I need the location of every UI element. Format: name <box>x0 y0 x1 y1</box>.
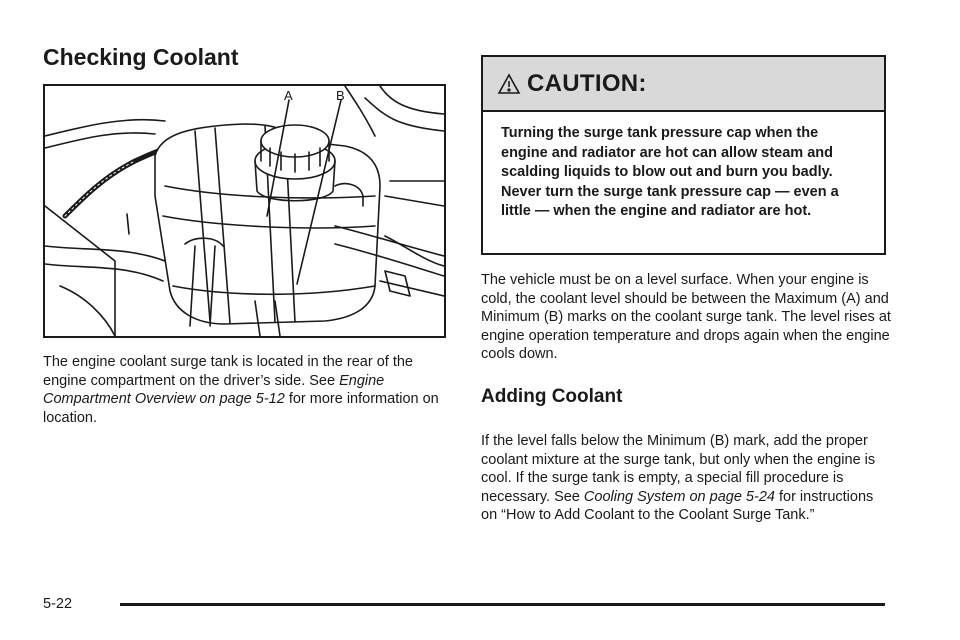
callout-a-label: A <box>284 88 293 103</box>
adding-text-end: for instructions on “How to Add Coolant to the Coolant Surge Tank.” <box>481 488 874 524</box>
section-title: Checking Coolant <box>43 44 239 70</box>
adding-text: If the level falls below the Minimum (B) mark, add the proper coolant mixture at the surge tank, but only when the engine is cool. If the surge tank is empty, a special fill procedure is necessary. See <box>481 433 876 505</box>
caution-box <box>481 55 886 255</box>
level-paragraph: The vehicle must be on a level surface. When your engine is cold, the coolant level should be between the Maximum (A) and Minimum (B) marks on the coolant surge tank. The level rises at engine operation temperature and drops again when the engine cools down. <box>481 272 891 363</box>
cooling-system-xref-link[interactable]: Cooling System on page 5-24 <box>583 488 775 505</box>
warning-triangle-icon <box>497 72 521 96</box>
coolant-tank-illustration <box>43 84 446 338</box>
page-number: 5-22 <box>43 596 73 612</box>
caution-text: Turning the surge tank pressure cap when the engine and radiator are hot can allow steam and scalding liquids to blow out and burn you badly. Never turn the surge tank pressure cap — even a little — when the engine and radiator are hot. <box>501 125 839 220</box>
adding-paragraph <box>481 432 891 525</box>
engine-compartment-xref-link[interactable]: Engine Compartment Overview on page 5-12 <box>43 372 385 408</box>
location-paragraph <box>43 353 448 427</box>
caution-header <box>483 57 884 112</box>
adding-coolant-heading: Adding Coolant <box>481 386 623 407</box>
callout-b-label: B <box>336 88 345 103</box>
location-text-end: for more information on location. <box>43 391 439 426</box>
footer-rule <box>120 603 885 606</box>
caution-title: CAUTION: <box>527 69 647 97</box>
location-text: The engine coolant surge tank is located in the rear of the engine compartment on the driver’s side. See <box>43 354 413 389</box>
